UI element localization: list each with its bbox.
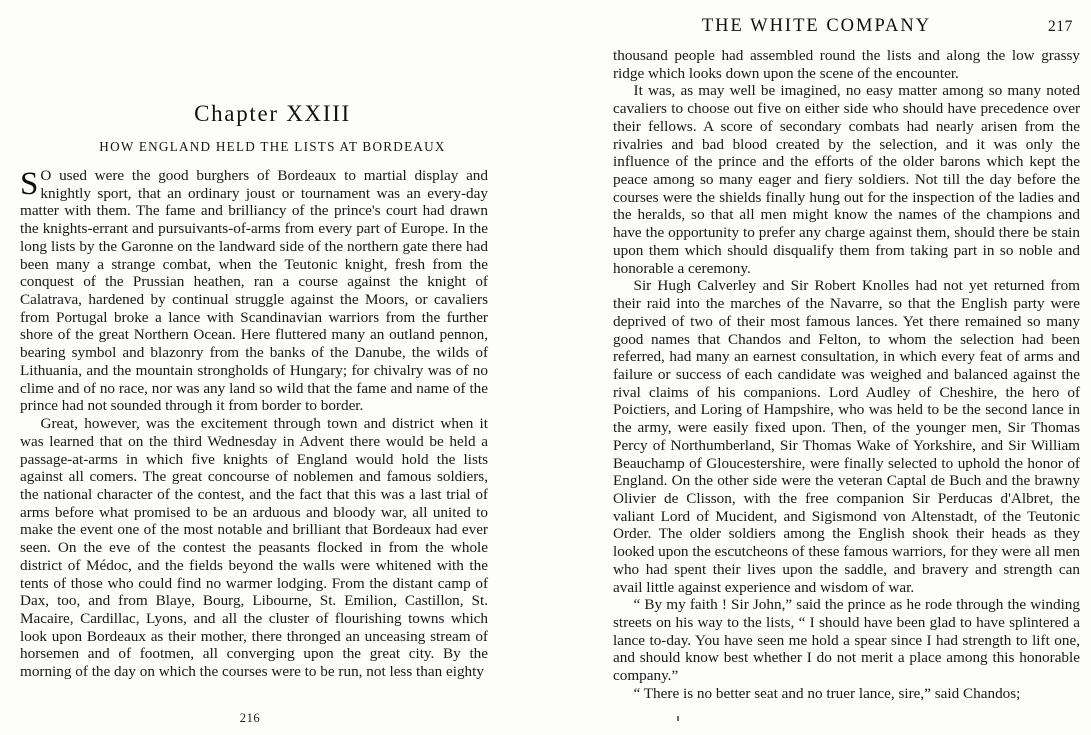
paragraph: [20, 167, 488, 415]
left-page: [0, 0, 545, 735]
paragraph: Great, however, was the excitement through town and district when it was learned that on the third Wednesday in Advent there would be held a passage-at-arms in which five knights of England would hold the lists against all comers. The great concourse of noblemen and famous soldiers, the national character of the contest, and the fact that this was a last trial of arms before what promised to be an arduous and bloody war, all united to make the event one of the most notable and brilliant that Bordeaux had ever seen. On the eve of the contest the peasants flocked in from the whole district of Médoc, and the fields beyond the walls were whitened with the tents of those who could find no warmer lodging. From the distant camp of Dax, too, and from Blaye, Bourg, Libourne, St. Emilion, Castillon, St. Macaire, Cardillac, Lyons, and all the cluster of flourishing towns which look upon Bordeaux as their mother, there thronged an unceasing stream of horsemen and of footmen, all converging upon the great city. By the morning of the day on which the courses were to be run, not less than eighty: [20, 415, 488, 681]
drop-cap-initial: S: [20, 166, 39, 202]
scan-speck: [677, 716, 679, 721]
paragraph: “ There is no better seat and no truer lance, sire,” said Chandos;: [633, 684, 1021, 702]
chapter-title: Chapter XXIII: [194, 101, 351, 126]
left-page-text-column: [20, 167, 488, 681]
running-head-title: THE WHITE COMPANY: [701, 16, 932, 36]
chapter-subtitle: HOW ENGLAND HELD THE LISTS AT BORDEAUX: [99, 139, 446, 154]
paragraph-text: O used were the good burghers of Bordeaux to martial display and knightly sport, that an ordinary joust or tournament was an every-day matter with them. The fame and brilliancy of the prince's court had drawn the knights-errant and pursuivants-of-arms from every part of Europe. In the long lists by the Garonne on the landward side of the northern gate there had been many a strange combat, when the Teutonic knight, fresh from the conquest of the Prussian heathen, ran a course against the knight of Calatrava, hardened by continual struggle against the Moors, or cavaliers from Portugal broke a lance with Scandinavian warriors from the further shore of the great Northern Ocean. Here fluttered many an outland pennon, bearing symbol and blazonry from the banks of the Danube, the wilds of Lithuania, and the mountain strongholds of Hungary; for chivalry was of no clime and of no race, nor was any land so wild that the fame and name of the prince had not sounded through it from border to border.: [20, 167, 488, 415]
paragraph: It was, as may well be imagined, no easy matter among so many noted cavaliers to choose out five on either side who should have precedence over their fellows. A score of secondary combats had nearly arisen from the rivalries and bad blood created by the selection, and it was only the influence of the prince and the efforts of the older barons which kept the peace among so many eager and fiery soldiers. Not till the day before the courses were the shields finally hung out for the inspection of the ladies and the heralds, so that all men might know the names of the champions and have the opportunity to prefer any charge against them, should there be stain upon them which should disqualify them from taking part in so noble and honorable a ceremony.: [613, 82, 1080, 277]
right-page-text-column: [613, 47, 1080, 703]
paragraph: thousand people had assembled round the lists and along the low grassy ridge which looks down upon the scene of the encounter.: [613, 47, 1080, 82]
paragraph: “ By my faith ! Sir John,” said the prince as he rode through the winding streets on his way to the lists, “ I should have been glad to have splintered a lance to-day. You have seen me hold a spear since I had strength to lift one, and should know best whether I do not merit a place among this honorable company.”: [613, 596, 1080, 685]
running-head: [610, 16, 1081, 40]
page-folio-footer: 216: [239, 711, 261, 725]
page-folio-header: 217: [1047, 18, 1073, 35]
paragraph: Sir Hugh Calverley and Sir Robert Knolles had not yet returned from their raid into the marches of the Navarre, so that the English party were deprived of two of their most famous lances. Yet there remained so many good names that Chandos and Felton, to whom the selection had been referred, had many an earnest consultation, in which every feat of arms and failure or success of each candidate was weighed and balanced against the rival claims of his companions. Lord Audley of Cheshire, the hero of Poictiers, and Loring of Hampshire, who was held to be the second lance in the army, were easily fixed upon. Then, of the younger men, Sir Thomas Percy of Northumberland, Sir Thomas Wake of Yorkshire, and Sir William Beauchamp of Gloucestershire, were finally selected to uphold the honor of England. On the other side were the veteran Captal de Buch and the brawny Olivier de Clisson, with the free companion Sir Perducas d'Albret, the valiant Lord of Mucident, and Sigismond von Altenstadt, of the Teutonic Order. The older soldiers among the English shook their heads as they looked upon the escutcheons of these famous warriors, for they were all men who had spent their lives upon the saddle, and bravery and strength can avail little against experience and wisdom of war.: [613, 277, 1080, 596]
